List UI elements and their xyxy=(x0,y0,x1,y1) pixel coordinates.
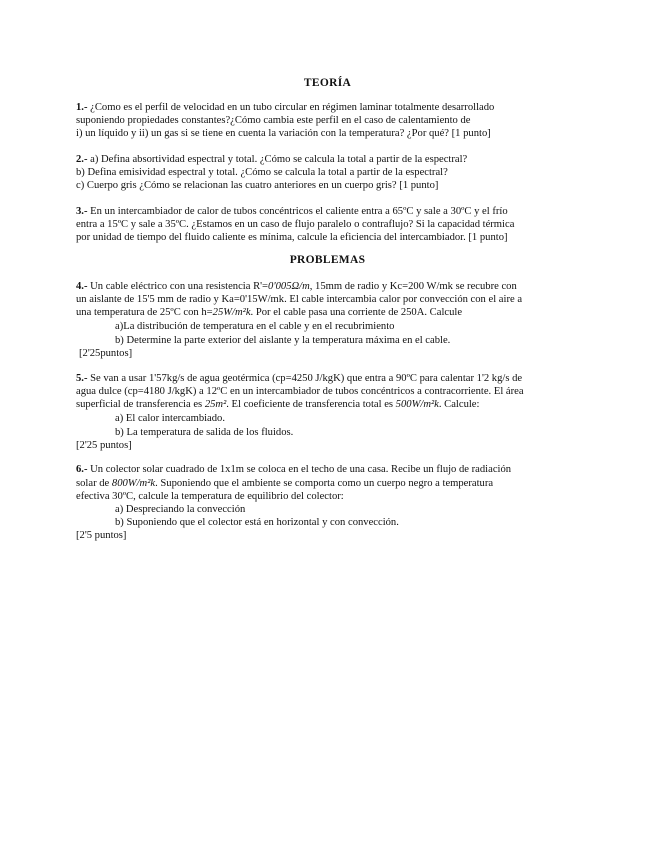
q3-line-3: por unidad de tiempo del fluido caliente es mínima, calcule la eficiencia del intercambiador. [1 punto] xyxy=(76,232,508,243)
p5-line-2: agua dulce (cp=4180 J/kgK) a 12ºC en un intercambiador de tubos concéntricos a contracorriente. El área xyxy=(76,386,524,397)
q1-line-2: suponiendo propiedades constantes?¿Cómo cambia este perfil en el caso de calentamiento de xyxy=(76,115,471,126)
p4-points: [2'25puntos] xyxy=(79,348,133,359)
p4-line-2: un aislante de 15'5 mm de radio y Ka=0'15W/mk. El cable intercambia calor por convección con el aire a xyxy=(76,294,523,305)
p6-points: [2'5 puntos] xyxy=(76,530,127,541)
teoria-heading: TEORÍA xyxy=(303,77,352,89)
p6-item-a: a) Despreciando la convección xyxy=(115,504,246,515)
q1-number: 1.- xyxy=(76,102,88,113)
problemas-heading: PROBLEMAS xyxy=(289,254,366,266)
p4-line-3: una temperatura de 25ºC con h=25W/m²k. Por el cable pasa una corriente de 250A. Calcule xyxy=(76,307,463,318)
q3-line-1: 3.- En un intercambiador de calor de tubos concéntricos el caliente entra a 65ºC y sale a 30ºC y el frío xyxy=(76,206,508,217)
p4-item-a: a)La distribución de temperatura en el cable y en el recubrimiento xyxy=(115,321,395,332)
p4-item-b: b) Determine la parte exterior del aislante y la temperatura máxima en el cable. xyxy=(115,335,451,346)
q1-line-3: i) un líquido y ii) un gas si se tiene en cuenta la variación con la temperatura? ¿Por qué? [1 punto] xyxy=(76,128,491,139)
p6-number: 6.- xyxy=(76,464,88,475)
p5-number: 5.- xyxy=(76,373,88,384)
p4-line-1: 4.- Un cable eléctrico con una resistencia R'=0'005Ω/m, 15mm de radio y Kc=200 W/mk se recubre con xyxy=(76,281,517,292)
q3-number: 3.- xyxy=(76,206,88,217)
p5-points: [2'25 puntos] xyxy=(76,440,132,451)
q2-line-1: 2.- a) Defina absortividad espectral y total. ¿Cómo se calcula la total a partir de la espectral? xyxy=(76,154,468,165)
p5-item-b: b) La temperatura de salida de los fluidos. xyxy=(115,427,294,438)
q2-line-2: b) Defina emisividad espectral y total. ¿Cómo se calcula la total a partir de la espectral? xyxy=(76,167,448,178)
p4-number: 4.- xyxy=(76,281,88,292)
q2-number: 2.- xyxy=(76,154,88,165)
p5-line-3: superficial de transferencia es 25m². El coeficiente de transferencia total es 500W/m²k. Calcule: xyxy=(76,399,480,410)
p5-item-a: a) El calor intercambiado. xyxy=(115,413,226,424)
p6-line-2: solar de 800W/m²k. Suponiendo que el ambiente se comporta como un cuerpo negro a temperatura xyxy=(76,478,494,489)
p6-line-3: efectiva 30ºC, calcule la temperatura de equilibrio del colector: xyxy=(76,491,344,502)
q3-line-2: entra a 15ºC y sale a 35ºC. ¿Estamos en un caso de flujo paralelo o contraflujo? Si la capacidad térmica xyxy=(76,219,515,230)
p6-item-b: b) Suponiendo que el colector está en horizontal y con convección. xyxy=(115,517,399,528)
p6-line-1: 6.- Un colector solar cuadrado de 1x1m se coloca en el techo de una casa. Recibe un flujo de radiación xyxy=(76,464,512,475)
q1-line-1: 1.- ¿Como es el perfil de velocidad en un tubo circular en régimen laminar totalmente desarrollado xyxy=(76,102,495,113)
q2-line-3: c) Cuerpo gris ¿Cómo se relacionan las cuatro anteriores en un cuerpo gris? [1 punto] xyxy=(76,180,439,191)
p5-line-1: 5.- Se van a usar 1'57kg/s de agua geotérmica (cp=4250 J/kgK) que entra a 90ºC para calentar 1'2 kg/s de xyxy=(76,373,523,384)
